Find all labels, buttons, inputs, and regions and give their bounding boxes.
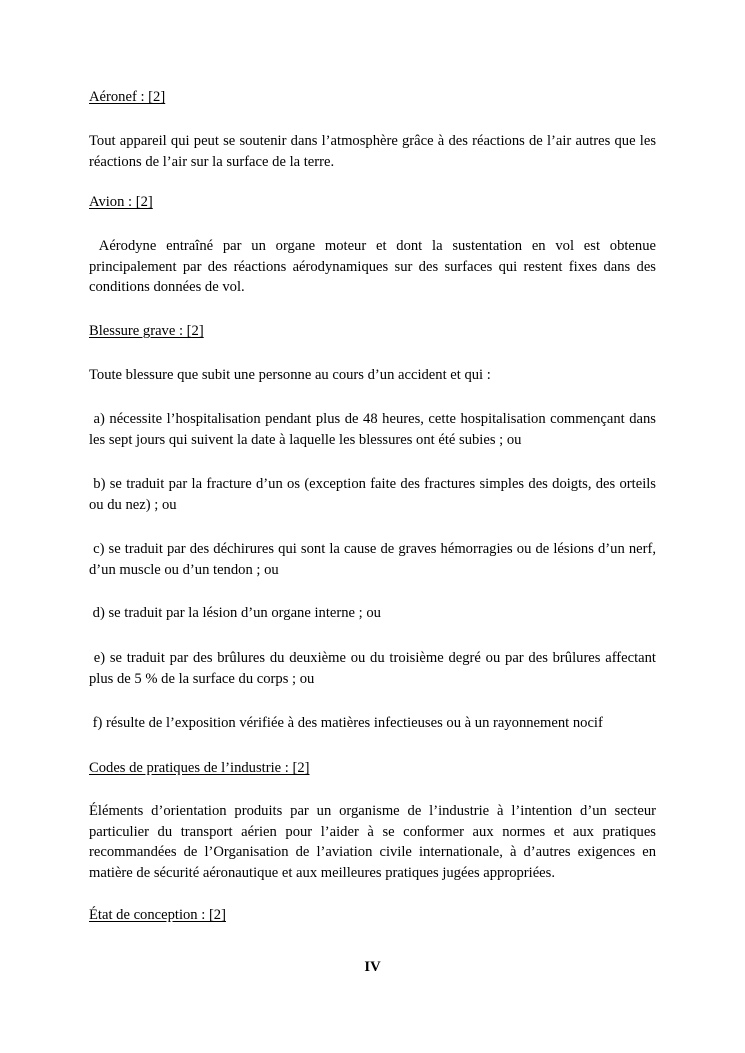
term-heading-codes-de-pratiques: Codes de pratiques de l’industrie : [2] xyxy=(89,760,310,776)
term-heading-blessure-grave: Blessure grave : [2] xyxy=(89,323,204,339)
definition-blessure-grave-item-b: b) se traduit par la fracture d’un os (exception faite des fractures simples des doigts, des orteils ou du nez) ; ou xyxy=(89,476,660,513)
definition-blessure-grave-item-f: f) résulte de l’exposition vérifiée à des matières infectieuses ou à un rayonnement nocif xyxy=(89,715,603,731)
page-number: IV xyxy=(364,959,381,975)
term-heading-etat-de-conception: État de conception : [2] xyxy=(89,907,226,923)
definition-codes-de-pratiques: Éléments d’orientation produits par un organisme de l’industrie à l’intention d’un secteur particulier du transport aérien pour l’aider à se conformer aux normes et aux pratiques recommandées de l’Organisation de l’aviation civile internationale, à d’autres exigences en matière de sécurité aéronautique et aux meilleures pratiques jugées appropriées. xyxy=(89,803,656,881)
definition-blessure-grave-intro: Toute blessure que subit une personne au cours d’un accident et qui : xyxy=(89,367,491,383)
definition-aeronef: Tout appareil qui peut se soutenir dans l’atmosphère grâce à des réactions de l’air autres que les réactions de l’air sur la surface de la terre. xyxy=(89,133,656,170)
term-heading-aeronef: Aéronef : [2] xyxy=(89,89,166,105)
definition-blessure-grave-item-d: d) se traduit par la lésion d’un organe interne ; ou xyxy=(89,605,381,621)
term-heading-avion: Avion : [2] xyxy=(89,194,153,210)
definition-blessure-grave-item-c: c) se traduit par des déchirures qui sont la cause de graves hémorragies ou de lésions d’un nerf, d’un muscle ou d’un tendon ; ou xyxy=(89,541,660,578)
definition-blessure-grave-item-a: a) nécessite l’hospitalisation pendant plus de 48 heures, cette hospitalisation commençant dans les sept jours qui suivent la date à laquelle les blessures ont été subies ; ou xyxy=(89,411,660,448)
definition-avion: Aérodyne entraîné par un organe moteur et dont la sustentation en vol est obtenue principalement par des réactions aérodynamiques sur des surfaces qui restent fixes dans des conditions données de vol. xyxy=(89,238,660,295)
definition-blessure-grave-item-e: e) se traduit par des brûlures du deuxième ou du troisième degré ou par des brûlures affectant plus de 5 % de la surface du corps ; ou xyxy=(89,650,660,687)
